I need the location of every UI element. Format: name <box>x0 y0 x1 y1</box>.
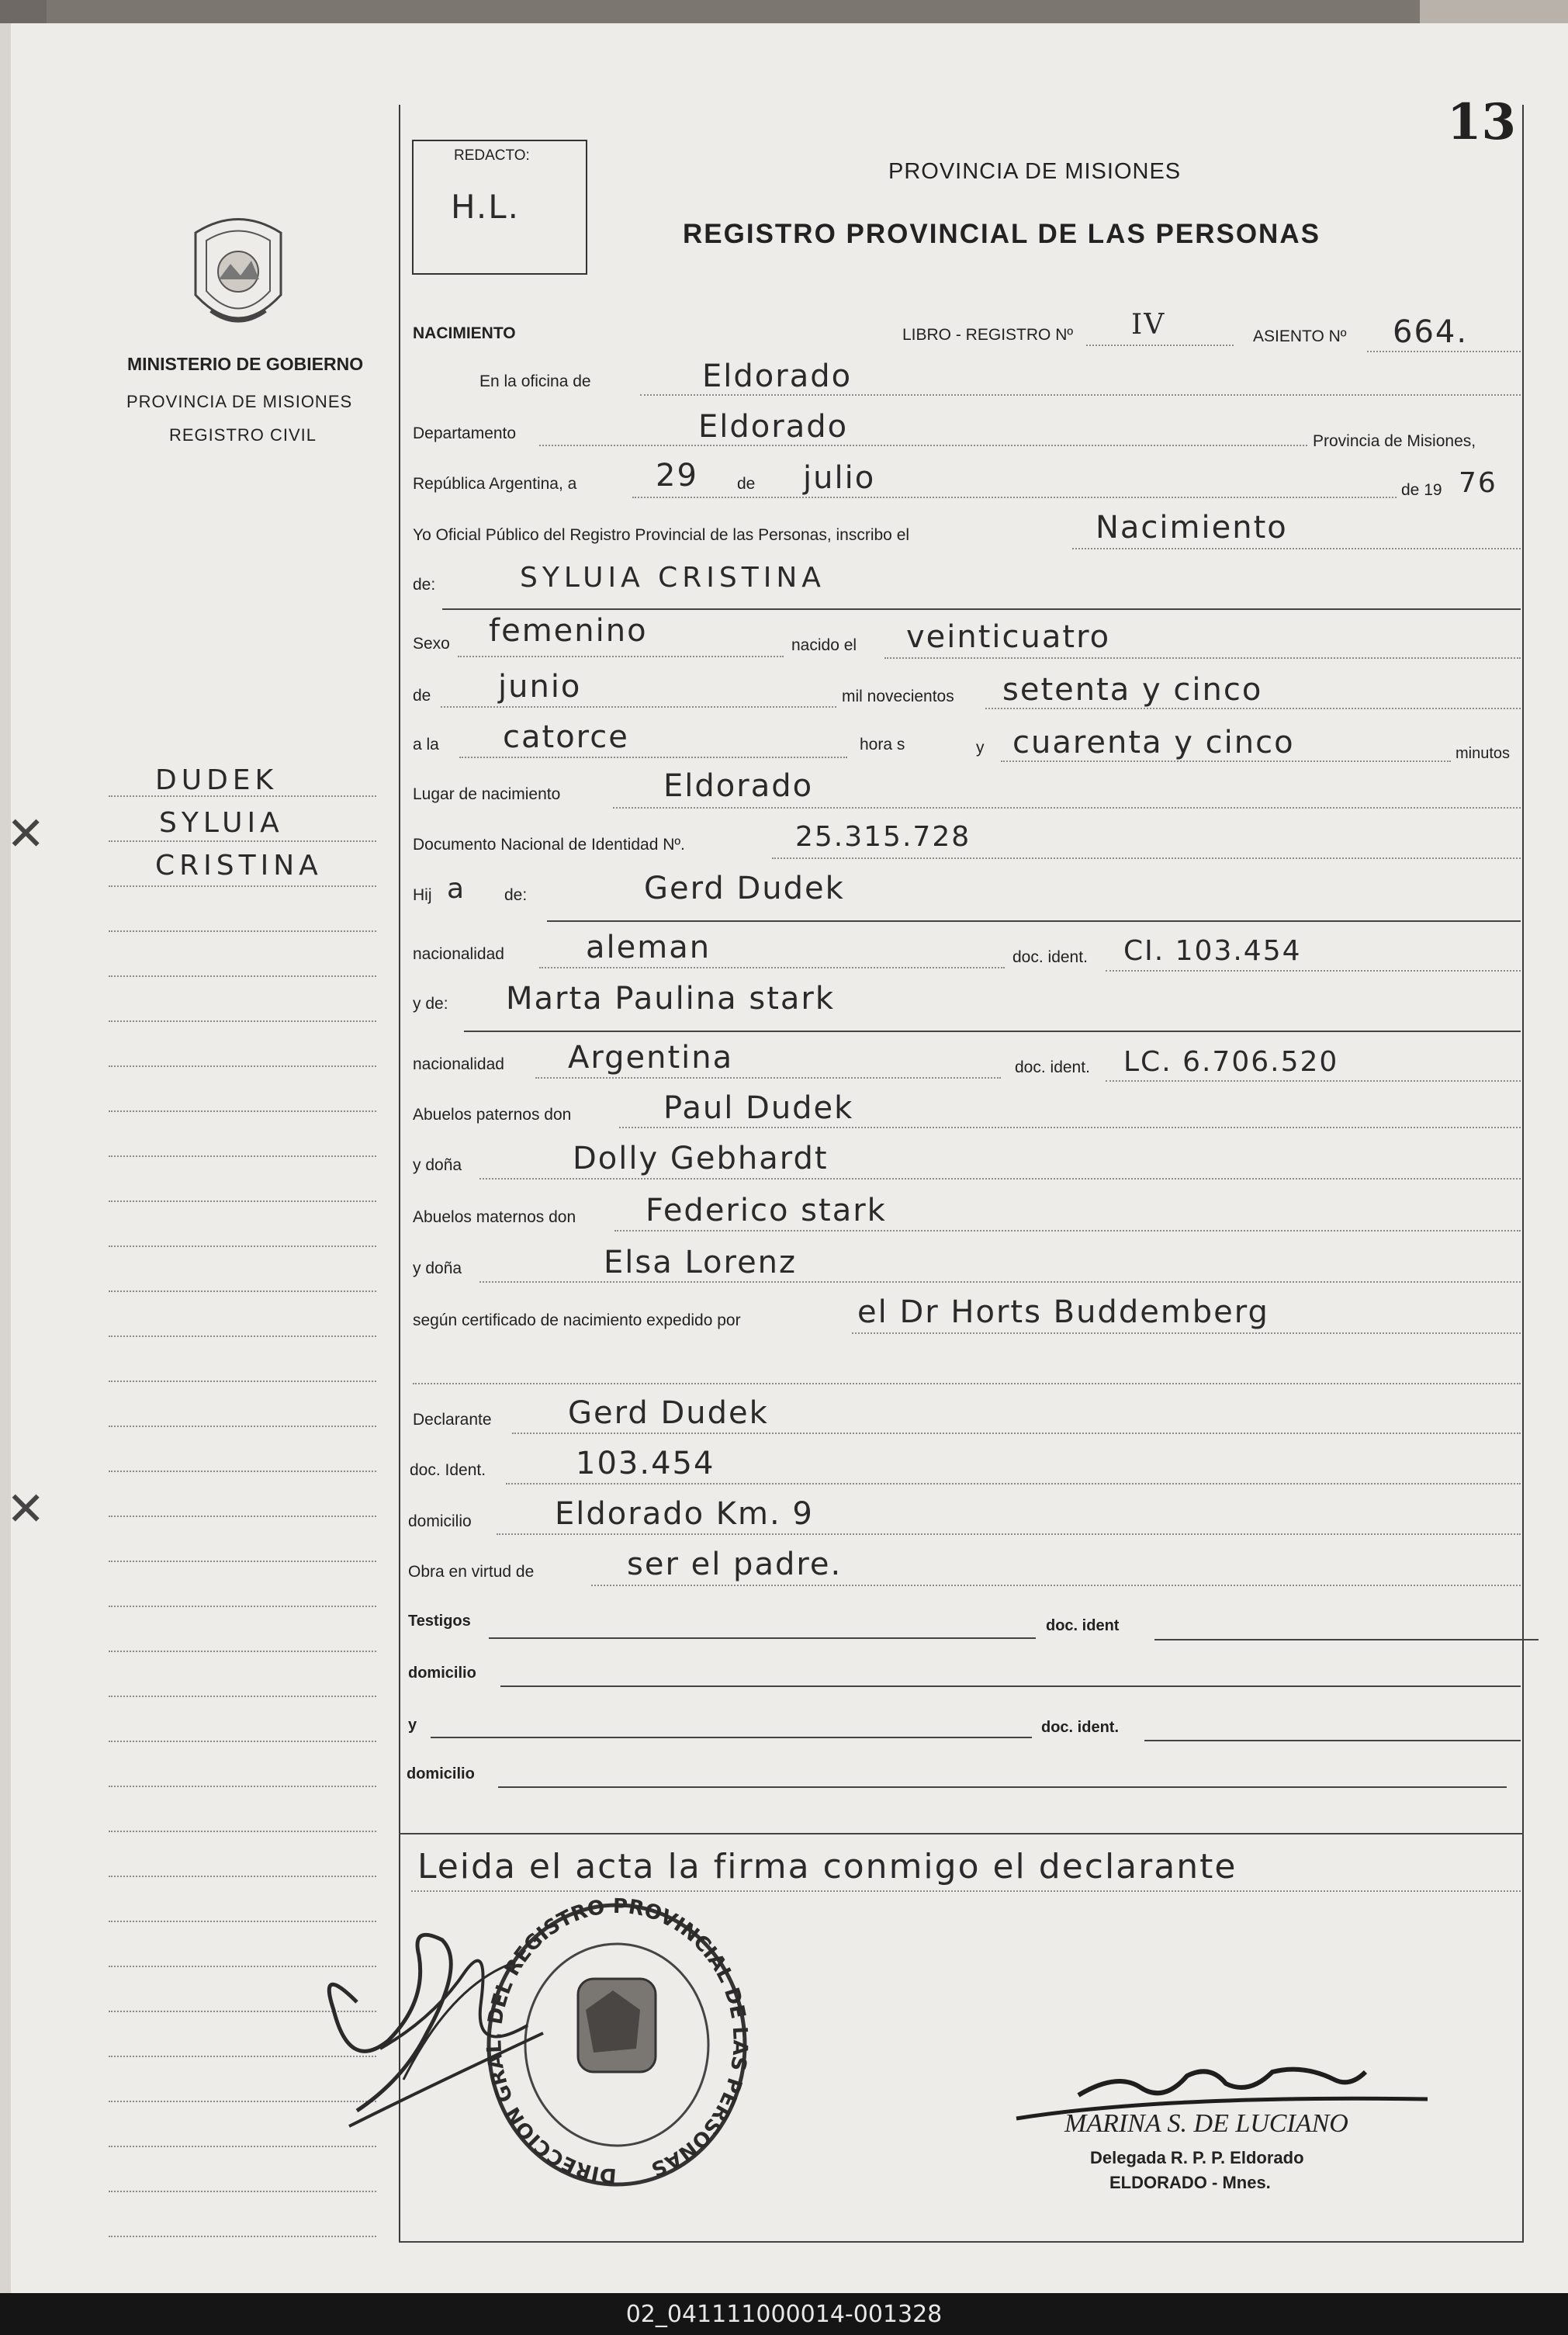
lugar-label: Lugar de nacimiento <box>413 785 561 803</box>
abuelos-paternos-label: Abuelos paternos don <box>413 1106 572 1124</box>
sexo-label: Sexo <box>413 635 450 653</box>
nacido-label: nacido el <box>791 636 857 654</box>
fecha-dia: 29 <box>656 458 698 494</box>
margin-rule-line <box>109 1381 376 1382</box>
margin-rule-line <box>109 885 376 887</box>
margin-rule-line <box>109 1245 376 1247</box>
leida-statement: Leida el acta la firma conmigo el declarante <box>417 1847 1237 1886</box>
obra-value: ser el padre. <box>627 1547 843 1582</box>
y-label: y <box>976 739 985 757</box>
declarante-value: Gerd Dudek <box>568 1395 769 1431</box>
inscribe-value: Nacimiento <box>1096 510 1288 546</box>
margin-rule-line <box>109 1786 376 1787</box>
margin-rule-line <box>109 1200 376 1202</box>
abuelo-materno-value: Federico stark <box>646 1193 887 1228</box>
nombre-value: SYLUIA CRISTINA <box>520 562 826 594</box>
declarante-doc-label: doc. Ident. <box>410 1461 486 1479</box>
margin-rule-line <box>109 1471 376 1472</box>
hija-suffix: a <box>447 873 466 905</box>
abuelo-paterno-value: Paul Dudek <box>663 1090 854 1126</box>
sexo-value: femenino <box>489 613 648 649</box>
madre-nac-label: nacionalidad <box>413 1055 504 1073</box>
departamento-value: Eldorado <box>698 409 849 445</box>
madre-doc-label: doc. ident. <box>1015 1058 1090 1076</box>
margin-rule-line <box>109 1065 376 1067</box>
margin-rule-line <box>109 1696 376 1697</box>
oficial-label: Yo Oficial Público del Registro Provincial de las Personas, inscribo el <box>413 526 910 544</box>
madre-label: y de: <box>413 995 448 1013</box>
declarante-label: Declarante <box>413 1411 492 1429</box>
domicilio-value: Eldorado Km. 9 <box>555 1496 814 1532</box>
madre-value: Marta Paulina stark <box>506 981 836 1017</box>
abuela-paterna-label: y doña <box>413 1156 462 1174</box>
margin-rule-line <box>109 1290 376 1292</box>
stitch-mark: ✕ <box>6 1482 46 1536</box>
testigos-label: Testigos <box>408 1613 471 1630</box>
certificado-value: el Dr Horts Buddemberg <box>857 1294 1269 1330</box>
signatory-place: ELDORADO - Mnes. <box>1109 2173 1271 2192</box>
margin-rule-line <box>109 2146 376 2147</box>
asiento-label: ASIENTO Nº <box>1253 327 1347 345</box>
padre-doc-value: CI. 103.454 <box>1123 935 1302 967</box>
margin-rule-line <box>109 1110 376 1112</box>
dni-value: 25.315.728 <box>795 821 971 853</box>
fecha-mes: julio <box>803 460 876 496</box>
declarant-signature <box>310 1893 559 2134</box>
coat-of-arms-seal <box>180 210 296 338</box>
testigo2-doc-label: doc. ident. <box>1041 1719 1119 1736</box>
departamento-label: Departamento <box>413 424 517 442</box>
margin-note-name1: SYLUIA <box>159 807 284 839</box>
padre-nac-label: nacionalidad <box>413 945 504 963</box>
madre-doc-value: LC. 6.706.520 <box>1123 1046 1339 1078</box>
footer-bar <box>0 2293 1568 2335</box>
horas-label: hora s <box>860 736 905 754</box>
abuela-materna-value: Elsa Lorenz <box>604 1245 798 1280</box>
redacto-initials: H.L. <box>451 188 520 226</box>
ministry-line1: MINISTERIO DE GOBIERNO <box>127 354 364 374</box>
redacto-box <box>412 140 587 275</box>
margin-rule-line <box>109 930 376 932</box>
fecha-de-label: de <box>737 475 756 493</box>
obra-label: Obra en virtud de <box>408 1563 535 1581</box>
padre-nac-value: aleman <box>586 930 711 965</box>
nacido-anio: setenta y cinco <box>1002 672 1263 708</box>
margin-rule-line <box>109 1561 376 1562</box>
margin-rule-line <box>109 840 376 842</box>
dni-label: Documento Nacional de Identidad Nº. <box>413 836 685 854</box>
abuela-paterna-value: Dolly Gebhardt <box>573 1141 829 1176</box>
margin-rule-line <box>109 1876 376 1877</box>
footer-id: 02_041111000014-001328 <box>625 2301 943 2328</box>
minutos-value: cuarenta y cinco <box>1012 725 1295 760</box>
margin-rule-line <box>109 1741 376 1742</box>
nacido-dia: veinticuatro <box>906 619 1111 655</box>
testigo2-y-label: y <box>408 1717 417 1734</box>
ministry-line2: PROVINCIA DE MISIONES <box>126 392 353 411</box>
margin-rule-line <box>109 2191 376 2192</box>
margin-rule-line <box>109 1155 376 1157</box>
libro-label: LIBRO - REGISTRO Nº <box>902 326 1074 344</box>
provincia-label: Provincia de Misiones, <box>1313 432 1476 450</box>
nacido-de-label: de <box>413 687 431 705</box>
margin-rule-line <box>109 1336 376 1337</box>
nombre-label: de: <box>413 576 436 594</box>
redacto-label: REDACTO: <box>454 147 530 164</box>
mil-label: mil novecientos <box>842 688 954 705</box>
nacido-mes: junio <box>498 669 582 705</box>
registry-title: REGISTRO PROVINCIAL DE LAS PERSONAS <box>683 219 1321 249</box>
testigo-doc-label: doc. ident <box>1046 1617 1120 1634</box>
fecha-anio-label: de 19 <box>1401 481 1442 499</box>
oficina-label: En la oficina de <box>479 372 591 390</box>
province-header: PROVINCIA DE MISIONES <box>888 159 1182 184</box>
lugar-value: Eldorado <box>663 768 814 804</box>
oficina-value: Eldorado <box>702 359 853 394</box>
a-la-label: a la <box>413 736 439 754</box>
hija-label: Hij <box>413 886 432 904</box>
abuela-materna-label: y doña <box>413 1259 462 1277</box>
stamp-text: DIRECCION GRAL. DEL REGISTRO PROVINCIAL DE LAS PERSONAS <box>483 1894 752 2188</box>
signatory-name: MARINA S. DE LUCIANO <box>1064 2109 1348 2138</box>
margin-rule-line <box>109 1020 376 1022</box>
stitch-mark: ✕ <box>6 807 46 861</box>
madre-nac-value: Argentina <box>568 1040 734 1076</box>
page-number: 13 <box>1447 93 1517 151</box>
margin-rule-line <box>109 2236 376 2237</box>
domicilio-label: domicilio <box>408 1512 472 1530</box>
signatory-role: Delegada R. P. P. Eldorado <box>1090 2148 1304 2167</box>
declarante-doc-value: 103.454 <box>576 1446 715 1481</box>
testigo-domicilio-label: domicilio <box>408 1665 476 1682</box>
libro-value: IV <box>1131 309 1166 341</box>
padre-doc-label: doc. ident. <box>1012 948 1088 966</box>
margin-rule-line <box>109 1606 376 1607</box>
margin-rule-line <box>109 1516 376 1517</box>
padre-value: Gerd Dudek <box>644 871 845 906</box>
margin-note-name2: CRISTINA <box>155 850 323 882</box>
margin-rule-line <box>109 975 376 977</box>
minutos-label: minutos <box>1456 745 1511 762</box>
hora-value: catorce <box>503 719 629 755</box>
hija-de-label: de: <box>504 886 528 904</box>
margin-rule-line <box>109 1651 376 1652</box>
margin-note-surname: DUDEK <box>155 764 279 796</box>
record-type: NACIMIENTO <box>413 324 516 342</box>
republica-label: República Argentina, a <box>413 475 577 493</box>
fecha-anio: 76 <box>1459 467 1497 499</box>
margin-rule-line <box>109 1831 376 1832</box>
ministry-line3: REGISTRO CIVIL <box>169 425 317 445</box>
margin-rule-line <box>109 1426 376 1427</box>
certificado-label: según certificado de nacimiento expedido por <box>413 1311 741 1329</box>
testigo2-domicilio-label: domicilio <box>407 1765 475 1782</box>
asiento-value: 664. <box>1393 314 1469 350</box>
abuelos-maternos-label: Abuelos maternos don <box>413 1208 576 1226</box>
